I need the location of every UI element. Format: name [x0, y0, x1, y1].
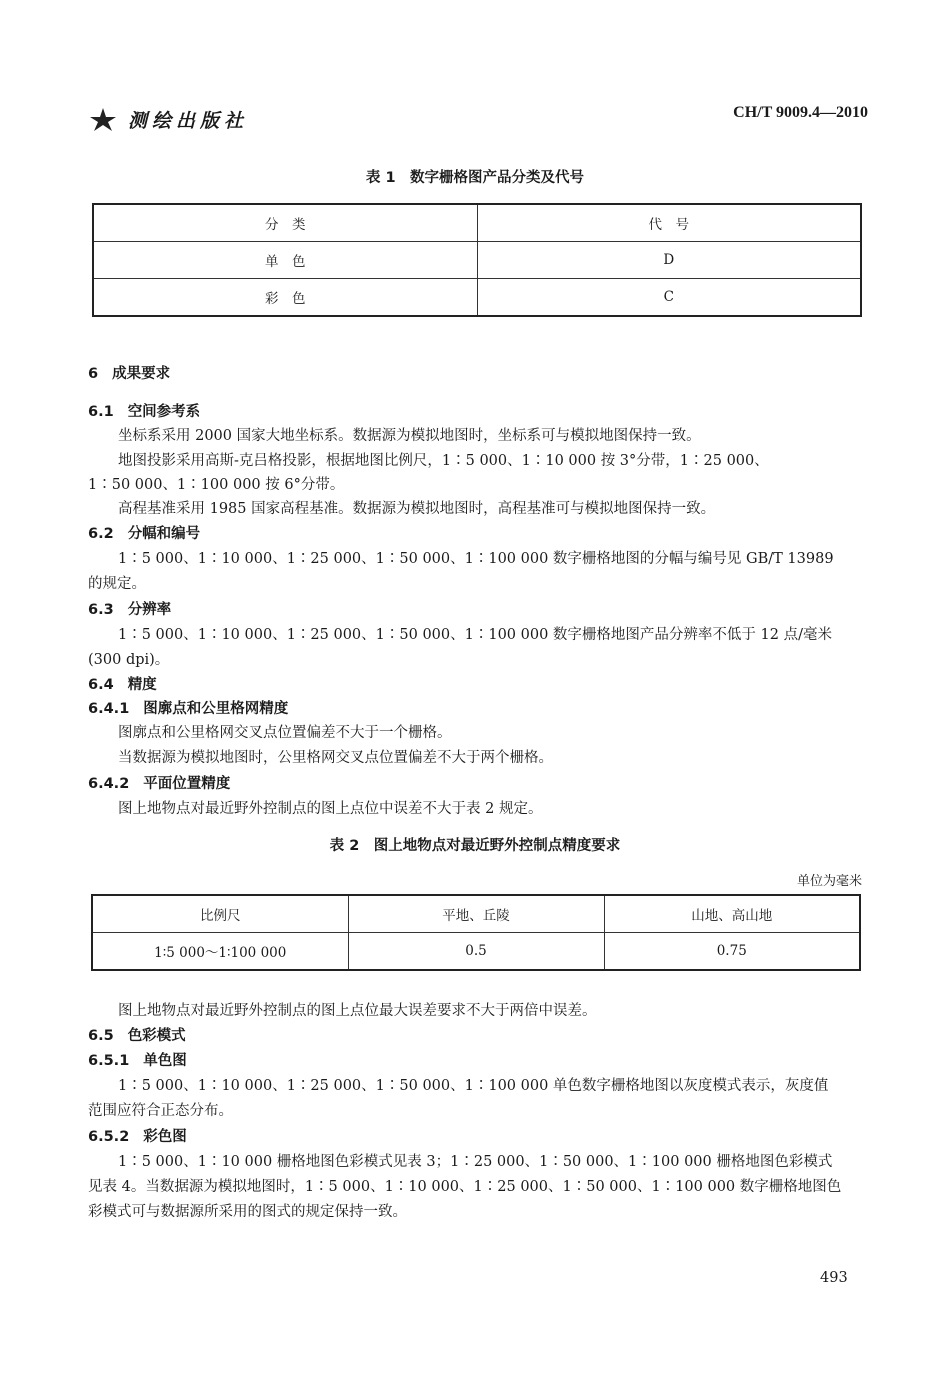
table1 [92, 203, 862, 317]
table-header-cell: 代 号 [477, 204, 861, 242]
table-cell: 0.75 [604, 933, 860, 971]
heading-6-3: 6.3 分辨率 [88, 602, 172, 618]
table-row [93, 242, 861, 279]
paragraph: 坐标系采用 2000 国家大地坐标系。数据源为模拟地图时，坐标系可与模拟地图保持一致。 [118, 428, 701, 444]
table-cell: 单 色 [93, 242, 477, 279]
table-row [93, 279, 861, 317]
table-header-cell: 平地、丘陵 [348, 895, 604, 933]
table-cell: 彩 色 [93, 279, 477, 317]
heading-6-5-2: 6.5.2 彩色图 [88, 1129, 187, 1145]
table-header-cell: 比例尺 [92, 895, 348, 933]
paragraph: 当数据源为模拟地图时，公里格网交叉点位置偏差不大于两个栅格。 [118, 750, 553, 766]
paragraph-continued: 范围应符合正态分布。 [88, 1103, 233, 1119]
heading-6-5: 6.5 色彩模式 [88, 1028, 186, 1044]
table2 [91, 894, 861, 971]
heading-6-5-1: 6.5.1 单色图 [88, 1053, 187, 1069]
page-number: 493 [820, 1270, 848, 1286]
heading-6-4: 6.4 精度 [88, 677, 157, 693]
table-cell: 0.5 [348, 933, 604, 971]
table-cell: C [477, 279, 861, 317]
paragraph: 1∶5 000、1∶10 000、1∶25 000、1∶50 000、1∶100 000 单色数字栅格地图以灰度模式表示，灰度值 [118, 1078, 829, 1094]
paragraph: 1∶5 000、1∶10 000、1∶25 000、1∶50 000、1∶100 000 数字栅格地图产品分辨率不低于 12 点/毫米 [118, 627, 832, 643]
table-header-row [92, 895, 860, 933]
table2-caption: 表 2 图上地物点对最近野外控制点精度要求 [329, 838, 621, 854]
paragraph-continued: 彩模式可与数据源所采用的图式的规定保持一致。 [88, 1204, 407, 1220]
table-cell: 1∶5 000～1∶100 000 [92, 933, 348, 971]
standard-number: CH/T 9009.4—2010 [733, 104, 868, 121]
paragraph: 图上地物点对最近野外控制点的图上点位中误差不大于表 2 规定。 [118, 801, 543, 817]
table-cell: D [477, 242, 861, 279]
table-row [92, 933, 860, 971]
heading-6-4-2: 6.4.2 平面位置精度 [88, 776, 231, 792]
heading-6-2: 6.2 分幅和编号 [88, 526, 201, 542]
paragraph: 1∶5 000、1∶10 000 栅格地图色彩模式见表 3；1∶25 000、1∶50 000、1∶100 000 栅格地图色彩模式 [118, 1154, 833, 1170]
heading-6-4-1: 6.4.1 图廓点和公里格网精度 [88, 701, 289, 717]
heading-6: 6 成果要求 [88, 366, 171, 382]
table1-caption: 表 1 数字栅格图产品分类及代号 [365, 170, 585, 186]
paragraph-continued: 1∶50 000、1∶100 000 按 6°分带。 [88, 477, 345, 493]
heading-6-1: 6.1 空间参考系 [88, 404, 201, 420]
paragraph: 图上地物点对最近野外控制点的图上点位最大误差要求不大于两倍中误差。 [118, 1003, 597, 1019]
publisher-emblem-icon [88, 106, 118, 132]
paragraph-continued: (300 dpi)。 [88, 652, 170, 668]
paragraph-continued: 的规定。 [88, 576, 146, 592]
paragraph: 地图投影采用高斯-克吕格投影，根据地图比例尺，1∶5 000、1∶10 000 按 3°分带，1∶25 000、 [118, 453, 769, 469]
table-header-row [93, 204, 861, 242]
table-header-cell: 分 类 [93, 204, 477, 242]
paragraph-continued: 见表 4。当数据源为模拟地图时，1∶5 000、1∶10 000、1∶25 000、1∶50 000、1∶100 000 数字栅格地图色 [88, 1179, 842, 1195]
paragraph: 1∶5 000、1∶10 000、1∶25 000、1∶50 000、1∶100 000 数字栅格地图的分幅与编号见 GB/T 13989 [118, 551, 834, 567]
paragraph: 图廓点和公里格网交叉点位置偏差不大于一个栅格。 [118, 725, 452, 741]
publisher-logo [88, 103, 248, 135]
publisher-name: 测绘出版社 [128, 109, 249, 132]
table2-unit: 单位为毫米 [796, 874, 862, 889]
paragraph: 高程基准采用 1985 国家高程基准。数据源为模拟地图时，高程基准可与模拟地图保持一致。 [118, 501, 716, 517]
table-header-cell: 山地、高山地 [604, 895, 860, 933]
